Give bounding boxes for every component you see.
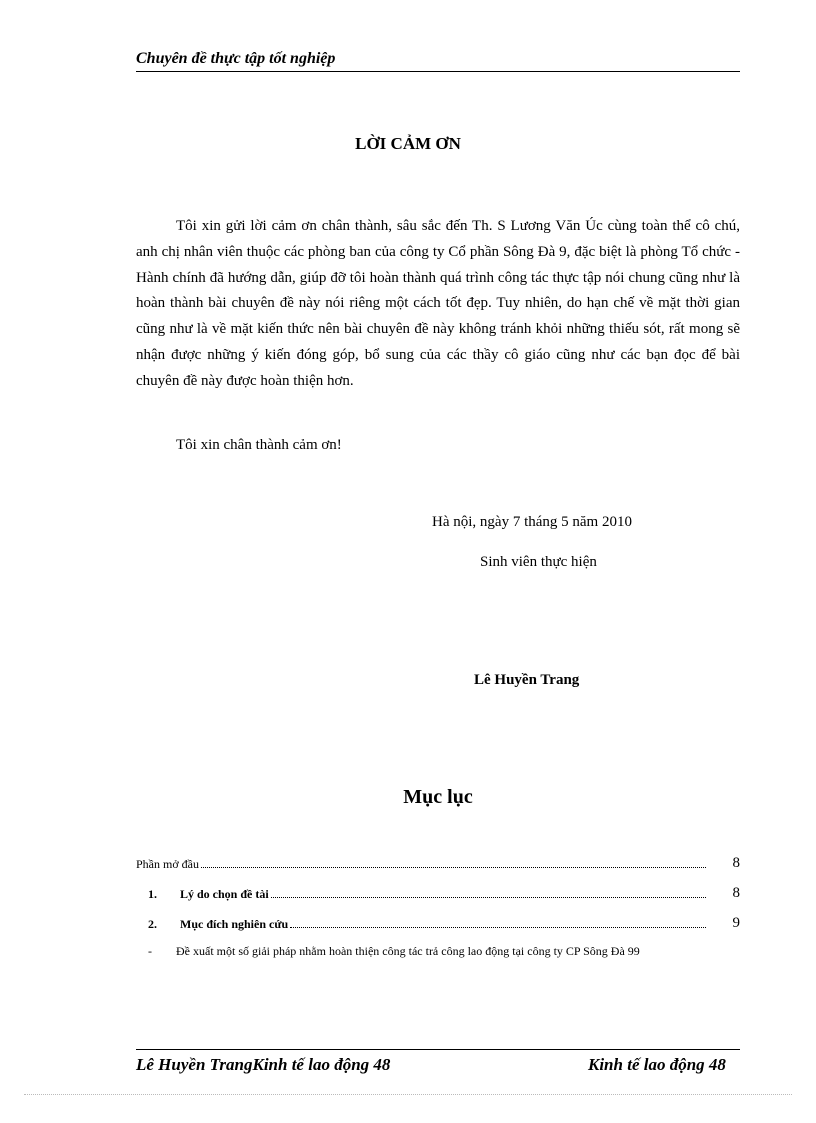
header-divider [136, 71, 740, 72]
acknowledgement-body [136, 214, 740, 395]
signer-role: Sinh viên thực hiện [480, 554, 597, 570]
toc-entry-page: 9 [732, 915, 740, 931]
toc-entry-number: 1. [148, 887, 157, 901]
toc-entry[interactable] [136, 852, 740, 872]
toc-dot-leader [271, 897, 706, 898]
acknowledgement-paragraph: Tôi xin gửi lời cảm ơn chân thành, sâu sắc đến Th. S Lương Văn Úc cùng toàn thể cô chú, anh chị nhân viên thuộc các phòng ban của công ty Cổ phần Sông Đà 9, đặc biệt là phòng Tổ chức - Hành chính đã hướng dẫn, giúp đỡ tôi hoàn thành quá trình công tác thực tập nói chung cũng như là hoàn thành bài chuyên đề này nói riêng một cách tốt đẹp. Tuy nhiên, do hạn chế về mặt thời gian cũng như là về mặt kiến thức nên bài chuyên đề này không tránh khỏi những thiếu sót, rất mong sẽ nhận được những ý kiến đóng góp, bổ sung của các thầy cô giáo cũng như các bạn đọc để bài chuyên đề này được hoàn thiện hơn. [136, 218, 740, 389]
toc-heading: Mục lục [403, 786, 473, 808]
toc-sub-text: Đề xuất một số giải pháp nhằm hoàn thiện công tác trả công lao động tại công ty CP Sông Đà 99 [176, 944, 640, 958]
running-header-title: Chuyên đề thực tập tốt nghiệp [136, 50, 336, 67]
toc-entry-page: 8 [732, 885, 740, 901]
toc-sub-bullet: - [148, 944, 152, 958]
footer-divider [136, 1049, 740, 1050]
toc-entry[interactable] [136, 882, 740, 902]
toc-entry-label: Phần mở đầu [136, 857, 200, 871]
toc-sub-entry[interactable] [136, 942, 740, 961]
signer-name: Lê Huyền Trang [474, 672, 580, 688]
toc-entry-number: 2. [148, 917, 157, 931]
footer-course: Kinh tế lao động 48 [588, 1055, 726, 1074]
toc-entry-label: Mục đích nghiên cứu [180, 917, 289, 931]
toc-entry[interactable] [136, 912, 740, 932]
acknowledgement-heading: LỜI CẢM ƠN [355, 134, 461, 153]
toc-entry-label: Lý do chọn đề tài [180, 887, 269, 901]
page-bottom-edge [24, 1094, 792, 1095]
toc-dot-leader [290, 927, 706, 928]
place-date: Hà nội, ngày 7 tháng 5 năm 2010 [432, 514, 632, 530]
toc-entry-page: 8 [732, 855, 740, 871]
footer-author: Lê Huyền TrangKinh tế lao động 48 [136, 1055, 391, 1074]
toc-dot-leader [201, 867, 706, 868]
closing-line: Tôi xin chân thành cảm ơn! [176, 437, 342, 453]
